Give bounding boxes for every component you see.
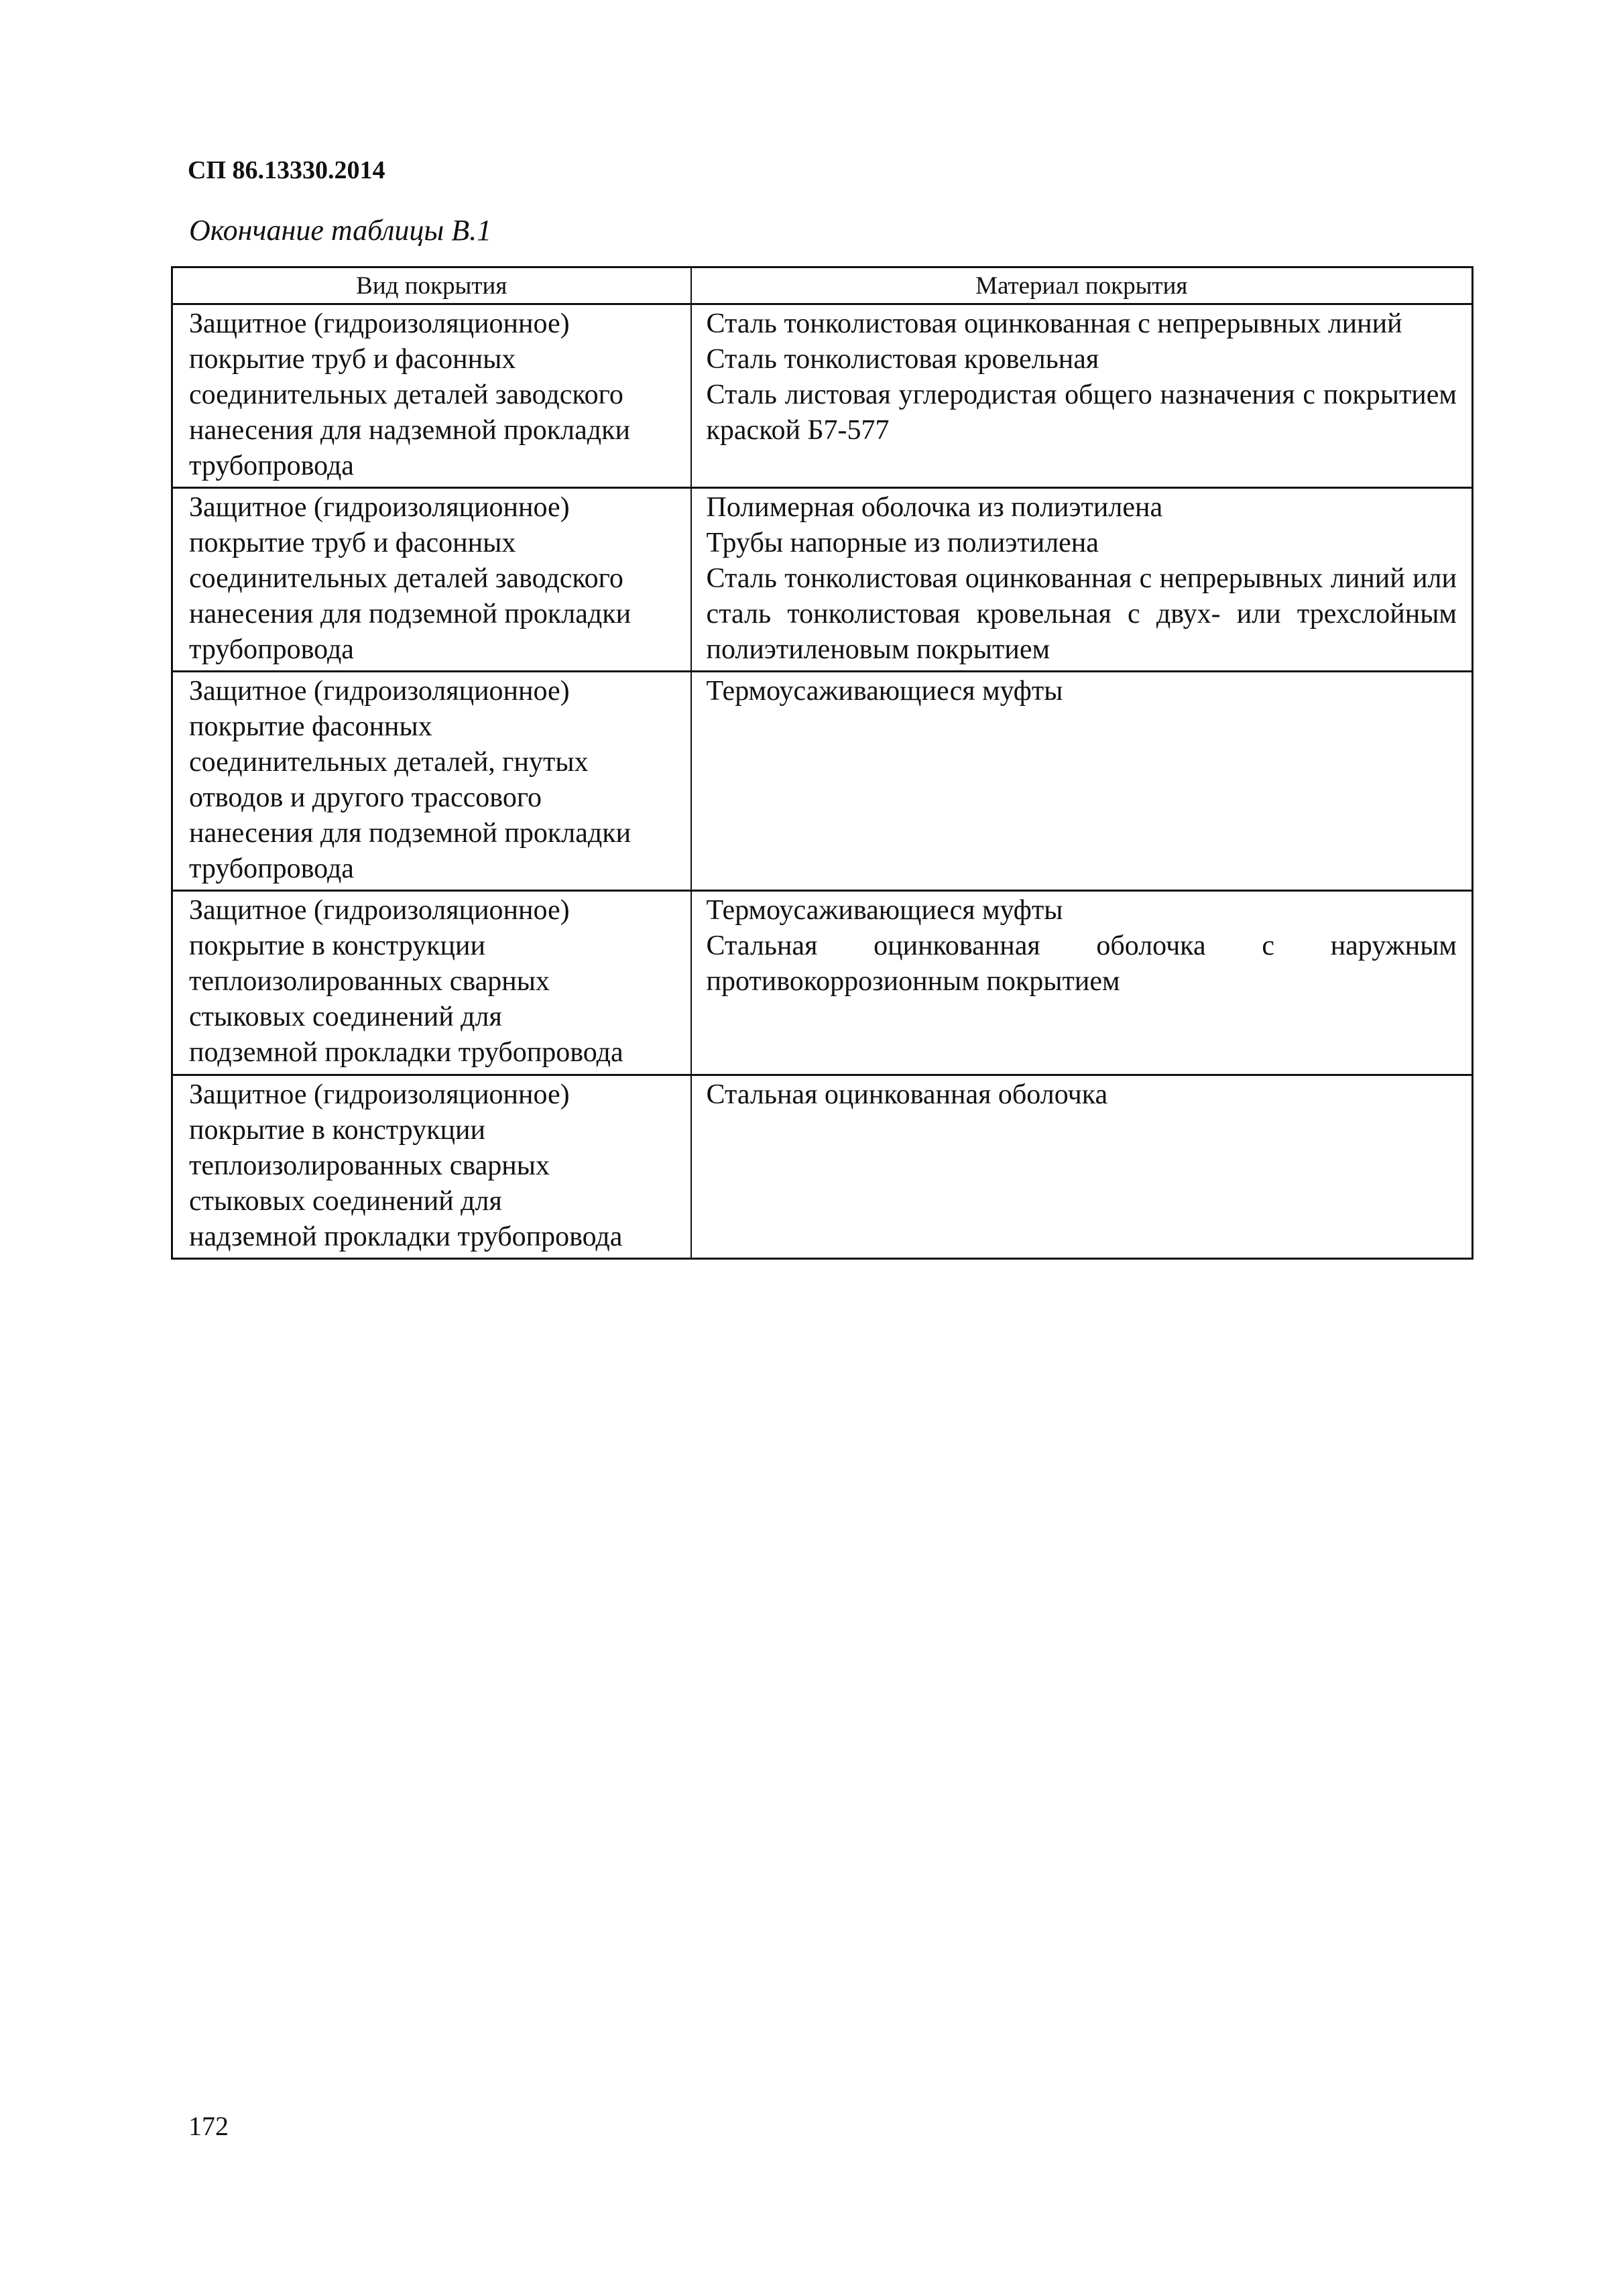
coating-type-line: Защитное (гидроизоляционное) [189, 895, 570, 926]
coating-table-container [171, 266, 1471, 1260]
material-entry: Термоусаживающиеся муфты [706, 895, 1063, 926]
coating-type-line: покрытие в конструкции [189, 930, 485, 961]
table-row [172, 488, 1473, 672]
coating-type-line: соединительных деталей заводского [189, 563, 623, 594]
coating-type-line: покрытие труб и фасонных [189, 344, 516, 375]
coating-type-line: теплоизолированных сварных [189, 966, 550, 997]
material-entry: Стальная оцинкованная оболочка [706, 1079, 1108, 1110]
material-entry: Сталь тонколистовая оцинкованная с непрерывных линий или сталь тонколистовая кровельная с двух- или трехслойным полиэтиленовым покрытием [706, 563, 1457, 665]
coating-type-line: соединительных деталей заводского [189, 379, 623, 410]
coating-type-cell [172, 672, 691, 891]
coating-type-line: теплоизолированных сварных [189, 1150, 550, 1181]
coating-type-line: соединительных деталей, гнутых [189, 747, 589, 778]
material-entry: Стальная оцинкованная оболочка с наружным противокоррозионным покрытием [706, 930, 1457, 997]
coating-material-cell [691, 304, 1473, 488]
coating-type-line: Защитное (гидроизоляционное) [189, 308, 570, 339]
material-entry: Термоусаживающиеся муфты [706, 676, 1063, 707]
table-header-row [172, 267, 1473, 304]
table-caption: Окончание таблицы В.1 [189, 214, 492, 247]
coating-type-line: Защитное (гидроизоляционное) [189, 492, 570, 523]
coating-material-cell [691, 488, 1473, 672]
coating-type-line: нанесения для подземной прокладки [189, 818, 632, 849]
page-number: 172 [188, 2111, 229, 2141]
coating-material-cell [691, 891, 1473, 1075]
coating-type-line: трубопровода [189, 634, 354, 665]
material-entry: Трубы напорные из полиэтилена [706, 528, 1099, 558]
coating-type-line: стыковых соединений для [189, 1186, 502, 1217]
material-entry: Полимерная оболочка из полиэтилена [706, 492, 1163, 523]
coating-type-line: покрытие труб и фасонных [189, 528, 516, 558]
coating-type-line: отводов и другого трассового [189, 782, 542, 813]
coating-type-line: покрытие фасонных [189, 711, 432, 742]
material-entry: Сталь листовая углеродистая общего назначения с покрытием краской Б7-577 [706, 379, 1457, 446]
coating-type-line: надземной прокладки трубопровода [189, 1221, 623, 1252]
coating-type-line: нанесения для подземной прокладки [189, 599, 632, 629]
coating-material-cell [691, 1075, 1473, 1259]
coating-type-line: покрытие в конструкции [189, 1115, 485, 1146]
coating-type-cell [172, 304, 691, 488]
table-row [172, 672, 1473, 891]
column-header-coating-type: Вид покрытия [172, 267, 691, 304]
coating-type-cell [172, 488, 691, 672]
coating-type-line: стыковых соединений для [189, 1002, 502, 1032]
coating-type-line: Защитное (гидроизоляционное) [189, 676, 570, 707]
table-row [172, 304, 1473, 488]
coating-table [171, 266, 1474, 1260]
table-row [172, 1075, 1473, 1259]
coating-type-line: трубопровода [189, 853, 354, 884]
coating-type-line: нанесения для надземной прокладки [189, 415, 630, 446]
material-entry: Сталь тонколистовая оцинкованная с непрерывных линий [706, 308, 1402, 339]
document-code: СП 86.13330.2014 [188, 156, 385, 184]
coating-type-cell [172, 891, 691, 1075]
material-entry: Сталь тонколистовая кровельная [706, 344, 1099, 375]
table-row [172, 891, 1473, 1075]
coating-type-line: подземной прокладки трубопровода [189, 1037, 623, 1068]
coating-type-cell [172, 1075, 691, 1259]
coating-type-line: Защитное (гидроизоляционное) [189, 1079, 570, 1110]
coating-material-cell [691, 672, 1473, 891]
coating-type-line: трубопровода [189, 450, 354, 481]
column-header-coating-material: Материал покрытия [691, 267, 1473, 304]
